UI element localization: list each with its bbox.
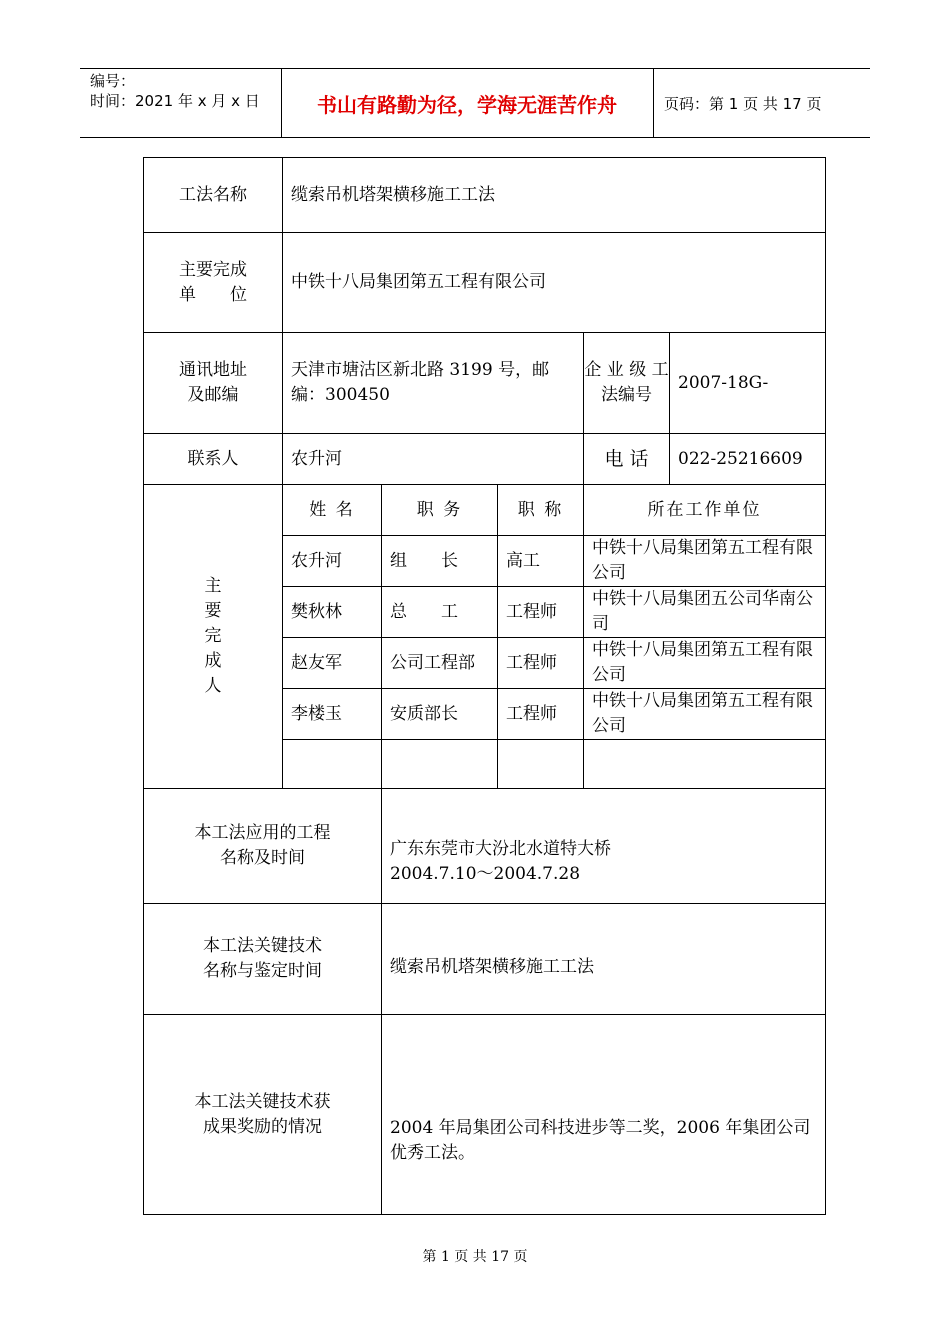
- key-tech-label-line1: 本工法关键技术: [203, 936, 322, 956]
- row-address: [144, 333, 826, 434]
- person-title: 工程师: [498, 587, 584, 638]
- project-value: [382, 789, 826, 904]
- award-label-line2: 成果奖励的情况: [203, 1116, 322, 1137]
- key-tech-label-line2: 名称与鉴定时间: [203, 961, 322, 981]
- row-main-unit: [144, 233, 826, 333]
- person-title: 工程师: [498, 638, 584, 689]
- contact-value: 农升河: [283, 434, 584, 485]
- key-tech-label: [144, 904, 382, 1015]
- header-name: 姓 名: [283, 485, 382, 536]
- header-title: 职 称: [498, 485, 584, 536]
- project-label-line1: 本工法应用的工程: [194, 823, 331, 843]
- award-value: 2004 年局集团公司科技进步等二奖，2006 年集团公司优秀工法。: [382, 1015, 826, 1215]
- header-time: 时间：2021 年 x 月 x 日: [90, 92, 260, 110]
- people-label: [144, 485, 283, 789]
- enterprise-code-label: 企 业 级 工法编号: [584, 333, 670, 434]
- people-label-char: 人: [204, 676, 222, 696]
- method-application-form: [143, 157, 826, 1215]
- project-time: 2004.7.10～2004.7.28: [390, 864, 581, 884]
- header-unit: 所在工作单位: [584, 485, 826, 536]
- person-name: 樊秋林: [283, 587, 382, 638]
- person-position: 组 长: [382, 536, 498, 587]
- empty-cell: [382, 740, 498, 789]
- person-title: 工程师: [498, 689, 584, 740]
- address-label: [144, 333, 283, 434]
- people-label-char: 完: [204, 626, 222, 646]
- person-unit: 中铁十八局集团第五工程有限公司: [584, 638, 826, 689]
- person-position: 安质部长: [382, 689, 498, 740]
- row-people-header: [144, 485, 826, 536]
- row-contact: [144, 434, 826, 485]
- project-label-line2: 名称及时间: [220, 848, 305, 868]
- header-motto: 书山有路勤为径，学海无涯苦作舟: [317, 92, 617, 117]
- people-label-char: 成: [204, 651, 222, 671]
- empty-cell: [584, 740, 826, 789]
- empty-cell: [498, 740, 584, 789]
- page-header: [80, 68, 870, 138]
- row-key-tech: [144, 904, 826, 1015]
- header-page-number: 页码：第 1 页 共 17 页: [664, 94, 822, 113]
- contact-label: 联系人: [144, 434, 283, 485]
- page-footer: 第 1 页 共 17 页: [422, 1249, 528, 1265]
- people-label-char: 主: [204, 576, 222, 596]
- award-label-line1: 本工法关键技术获: [194, 1091, 331, 1112]
- address-value: 天津市塘沽区新北路 3199 号，邮编：300450: [283, 333, 584, 434]
- people-label-char: 要: [204, 601, 222, 621]
- header-meta: [90, 71, 260, 111]
- phone-label: 电 话: [584, 434, 670, 485]
- main-unit-label-line1: 主要完成: [179, 259, 247, 280]
- person-title: 高工: [498, 536, 584, 587]
- method-name-value: 缆索吊机塔架横移施工工法: [283, 158, 826, 233]
- main-unit-label: [144, 233, 283, 333]
- person-unit: 中铁十八局集团第五工程有限公司: [584, 536, 826, 587]
- row-method-name: [144, 158, 826, 233]
- person-unit: 中铁十八局集团五公司华南公司: [584, 587, 826, 638]
- person-unit: 中铁十八局集团第五工程有限公司: [584, 689, 826, 740]
- row-award: [144, 1015, 826, 1215]
- address-label-line1: 通讯地址: [179, 360, 247, 380]
- person-position: 公司工程部: [382, 638, 498, 689]
- project-name: 广东东莞市大汾北水道特大桥: [390, 839, 611, 859]
- phone-value: 022-25216609: [670, 434, 826, 485]
- main-unit-label-line2: 单 位: [179, 284, 247, 305]
- header-position: 职 务: [382, 485, 498, 536]
- main-unit-value: 中铁十八局集团第五工程有限公司: [283, 233, 826, 333]
- key-tech-value: 缆索吊机塔架横移施工工法: [382, 904, 826, 1015]
- method-name-label: 工法名称: [144, 158, 283, 233]
- enterprise-code-value: 2007-18G-: [670, 333, 826, 434]
- project-label: [144, 789, 382, 904]
- award-label: [144, 1015, 382, 1215]
- person-name: 农升河: [283, 536, 382, 587]
- person-position: 总 工: [382, 587, 498, 638]
- person-name: 李楼玉: [283, 689, 382, 740]
- empty-cell: [283, 740, 382, 789]
- header-number: 编号：: [90, 72, 136, 90]
- row-project: [144, 789, 826, 904]
- address-label-line2: 及邮编: [187, 385, 239, 405]
- person-name: 赵友军: [283, 638, 382, 689]
- header-divider: [653, 69, 654, 137]
